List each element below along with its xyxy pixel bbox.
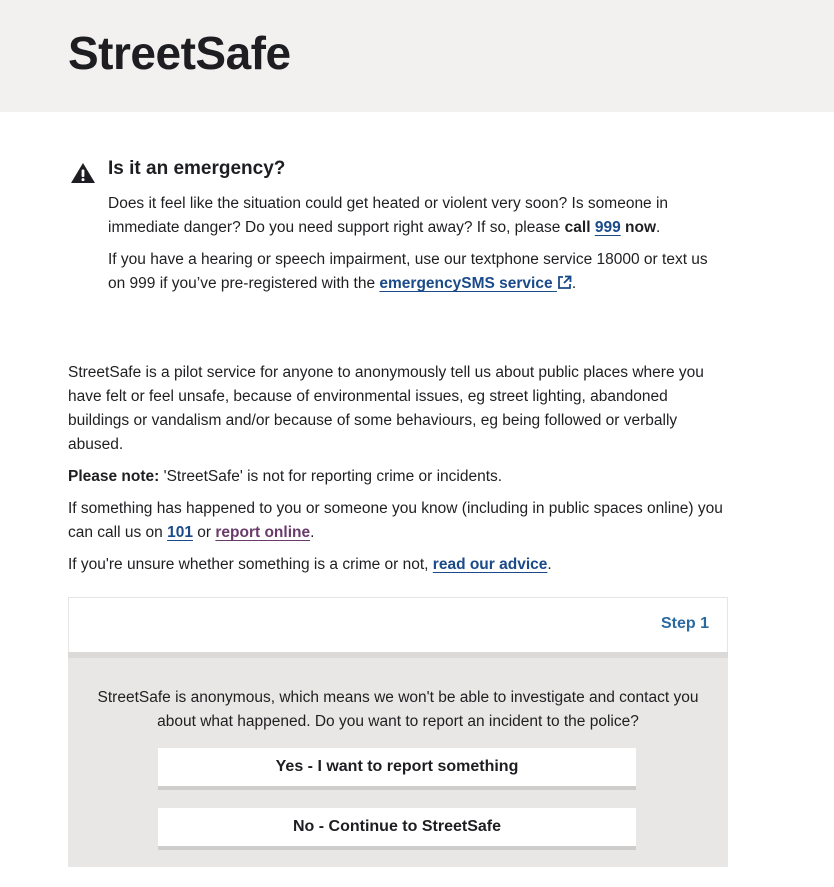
emergency-paragraph-1 — [108, 192, 718, 240]
call-101-link[interactable]: 101 — [167, 524, 193, 541]
external-link-icon — [557, 275, 572, 290]
note-paragraph — [68, 465, 728, 489]
site-header — [0, 0, 834, 112]
punctuation: . — [571, 275, 577, 292]
note-label: Please note: — [68, 468, 160, 485]
read-advice-link[interactable]: read our advice — [432, 556, 548, 573]
emergency-sms-link-label: emergencySMS service — [379, 275, 553, 292]
contact-text: If something has happened to you or someone you know (including in public spaces online) you can call us on — [68, 500, 723, 541]
warning-triangle-icon — [70, 162, 96, 184]
advice-text: If you're unsure whether something is a crime or not, — [68, 556, 433, 573]
step-body — [68, 652, 728, 867]
call-label: call — [564, 219, 591, 236]
call-999-link[interactable]: 999 — [594, 219, 621, 236]
intro-paragraph: StreetSafe is a pilot service for anyone to anonymously tell us about public places where you have felt or feel unsafe, because of environmental issues, eg street lighting, abandoned buildings or vandalism and/or because of some behaviours, eg being followed or verbally abused. — [68, 364, 704, 453]
report-something-button[interactable]: Yes - I want to report something — [158, 748, 636, 790]
now-label: now — [625, 219, 657, 236]
punctuation: . — [310, 524, 315, 541]
advice-paragraph — [68, 553, 728, 577]
report-online-link[interactable]: report online — [215, 524, 311, 541]
contact-paragraph — [68, 497, 728, 545]
emergency-sms-link[interactable] — [379, 275, 572, 292]
step-indicator: Step 1 — [660, 615, 709, 632]
emergency-body — [108, 192, 718, 304]
intro-section — [68, 361, 728, 585]
note-text: 'StreetSafe' is not for reporting crime or incidents. — [159, 468, 503, 485]
emergency-title: Is it an emergency? — [108, 158, 286, 179]
step-panel — [68, 597, 728, 867]
textphone-text: If you have a hearing or speech impairment, use our textphone service 18000 or text us on 999 if you’ve pre-registered with the — [108, 251, 708, 292]
emergency-text: Does it feel like the situation could get heated or violent very soon? Is someone in immediate danger? Do you need support right away? If so, please — [108, 195, 669, 236]
continue-to-streetsafe-button[interactable]: No - Continue to StreetSafe — [158, 808, 636, 850]
site-logo[interactable]: StreetSafe — [68, 27, 291, 79]
punctuation: . — [547, 556, 552, 573]
or-text: or — [192, 524, 216, 541]
punctuation: . — [656, 219, 661, 236]
step-header — [68, 597, 728, 652]
emergency-paragraph-2 — [108, 248, 718, 296]
step-question: StreetSafe is anonymous, which means we won't be able to investigate and contact you about what happened. Do you want to report an incident to the police? — [97, 689, 699, 730]
